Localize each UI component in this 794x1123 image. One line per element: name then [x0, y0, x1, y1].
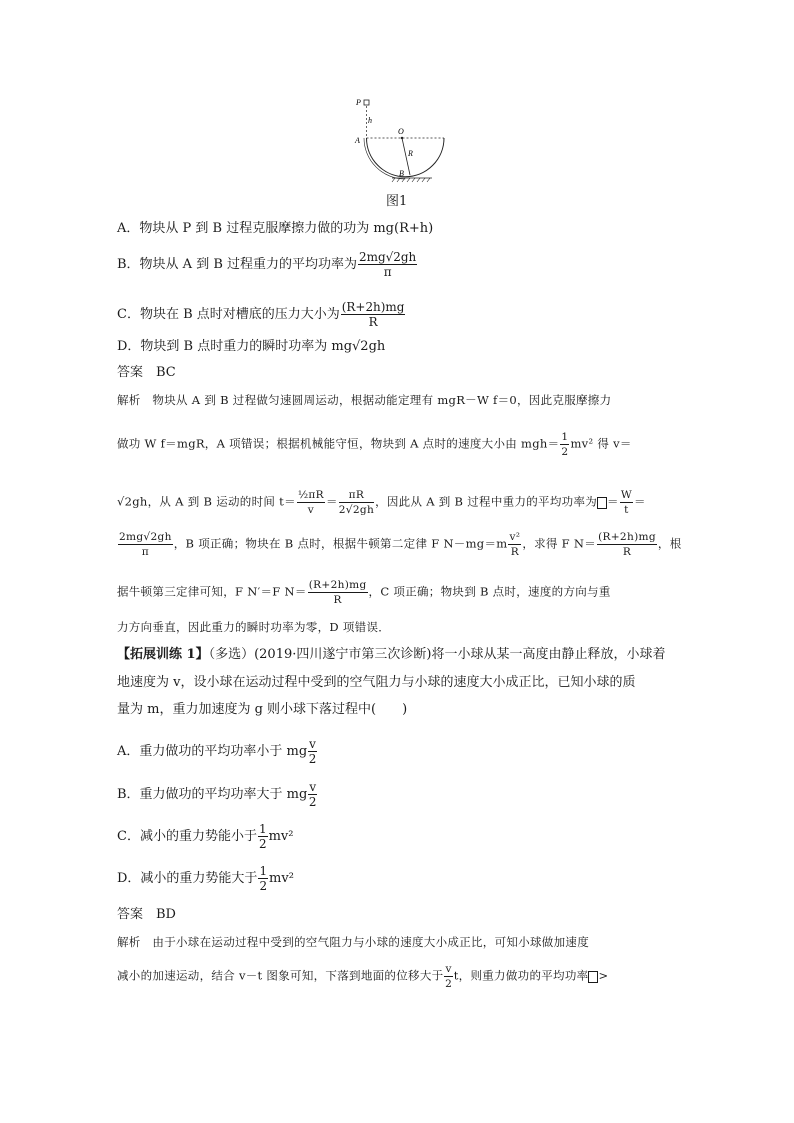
q2-option-a-text: A．重力做功的平均功率小于 mg [117, 744, 308, 759]
q2-option-c [117, 822, 293, 851]
label-h: h [368, 116, 372, 125]
q1-option-c [117, 300, 406, 329]
q1-solution-line-5 [117, 578, 611, 607]
sol5b: ，C 项正确；物块到 B 点时，速度的方向与重 [368, 584, 611, 599]
fraction-num: 2mg√2gh [359, 250, 417, 264]
q2-sol2a: 减小的加速运动，结合 v－t 图象可知，下落到地面的位移大于 [117, 968, 444, 983]
fraction-num: v [309, 780, 317, 794]
q2-option-d [117, 864, 294, 893]
q2-stem-1: （多选）(2019·四川遂宁市第三次诊断)将一小球从某一高度由静止释放，小球着 [208, 647, 666, 662]
label-o: O [398, 127, 404, 136]
power-fraction [620, 488, 633, 517]
fraction-num: v² [509, 531, 521, 543]
q2-stem-line-1 [117, 646, 665, 664]
fraction-num: (R+2h)mg [341, 300, 405, 314]
fraction-den: R [333, 594, 342, 606]
v-over-2 [444, 962, 452, 991]
fraction-num: 2mg√2gh [119, 531, 172, 543]
fraction-den: 2 [259, 879, 268, 893]
power-result-fraction [118, 530, 173, 559]
fraction-den: π [383, 265, 392, 279]
mv2: mv² [268, 829, 294, 844]
q1-option-c-fraction [341, 300, 406, 329]
q1-solution-line-6: 力方向垂直，因此重力的瞬时功率为零，D 项错误． [117, 620, 391, 634]
q2-option-b-text: B．重力做功的平均功率大于 mg [117, 787, 308, 802]
q2-sol2b: t，则重力做功的平均功率 [453, 968, 589, 983]
q1-solution-line-1: 解析 物块从 A 到 B 过程做匀速圆周运动，根据动能定理有 mgR－W f＝0，因此克服摩擦力 [117, 393, 612, 407]
figure-1 [352, 96, 450, 186]
p-symbol-box [588, 971, 598, 983]
label-p: P [356, 98, 361, 107]
sol3b: ，因此从 A 到 B 过程中重力的平均功率为 [375, 494, 598, 509]
fraction-den: 2√2gh [338, 504, 375, 516]
sol5a: 据牛顿第三定律可知，F N′＝F N＝ [117, 584, 307, 599]
fraction-den: R [510, 546, 520, 558]
p-symbol-box [597, 497, 607, 509]
figure-caption: 图1 [386, 194, 408, 209]
time-fraction [297, 488, 325, 517]
q1-option-a: A．物块从 P 到 B 过程克服摩擦力做的功为 mg(R+h) [117, 221, 434, 236]
sol2a: 做功 W f＝mgR，A 项错误；根据机械能守恒，物块到 A 点时的速度大小由 mgh＝ [117, 436, 560, 451]
fraction-den: t [624, 504, 629, 516]
q2-option-c-text: C．减小的重力势能小于 [117, 829, 257, 844]
half-fraction [560, 430, 569, 459]
v2-over-r [508, 530, 521, 559]
fraction-num: ½πR [297, 489, 324, 501]
fraction-den: 2 [308, 795, 317, 809]
q1-option-b-fraction [358, 250, 417, 279]
fraction-num: v [445, 963, 452, 975]
half-fraction [258, 864, 268, 893]
fraction-num: 1 [258, 822, 267, 836]
q1-solution-line-3: √2gh，从 A 到 B 运动的时间 t＝ $\frac{\text{½πR}}{v}$ ＝ $\frac{\pi R}{2√2gh}$ ，因此从 A 到 B 过程中重力的平均功率为 ＝ $\frac{W}{t}$ ＝ [117, 489, 646, 516]
q1-option-b [117, 250, 418, 279]
sol2b: mv² 得 v＝ [570, 436, 632, 451]
sol4a: ，B 项正确；物块在 B 点时，根据牛顿第二定律 F N－mg＝m [173, 536, 508, 551]
half-fraction [258, 822, 268, 851]
fraction-den: R [622, 546, 632, 558]
q1-option-d: D．物块到 B 点时重力的瞬时功率为 mg√2gh [117, 339, 386, 354]
time-fraction-2 [339, 488, 374, 517]
q2-solution-line-2 [117, 962, 608, 991]
q2-title: 【拓展训练 1】 [117, 647, 209, 662]
fraction-num: πR [339, 488, 374, 503]
q1-option-b-text: B．物块从 A 到 B 过程重力的平均功率为 [117, 257, 358, 272]
fraction-num: v [309, 737, 316, 751]
fraction-num: (R+2h)mg [598, 531, 656, 543]
sol4c: ，根 [657, 536, 682, 551]
normal-force-fraction [597, 530, 657, 559]
v-over-2 [308, 737, 317, 766]
q1-solution-line-2 [117, 430, 632, 459]
q2-sol2c: > [598, 968, 609, 983]
fraction-den: R [368, 315, 378, 329]
q1-option-c-text: C．物块在 B 点时对槽底的压力大小为 [117, 307, 340, 322]
normal-force-fraction-2 [308, 578, 368, 607]
q2-stem-line-2: 地速度为 v，设小球在运动过程中受到的空气阻力与小球的速度大小成正比，已知小球的质 [117, 675, 636, 690]
fraction-den: 2 [561, 446, 569, 458]
bowl-diagram [352, 96, 450, 186]
q2-option-b [117, 780, 318, 809]
fraction-num: 1 [259, 864, 268, 878]
fraction-den: 2 [445, 978, 453, 990]
q2-solution-line-1: 解析 由于小球在运动过程中受到的空气阻力与小球的速度大小成正比，可知小球做加速度 [117, 935, 589, 949]
q2-option-d-text: D．减小的重力势能大于 [117, 871, 258, 886]
v-over-2 [308, 780, 317, 809]
label-a: A [355, 136, 360, 145]
q2-answer: 答案 BD [117, 907, 176, 922]
fraction-den: 2 [308, 752, 317, 766]
label-r: R [408, 149, 413, 158]
label-b: B [399, 169, 404, 178]
q1-solution-line-4 [117, 530, 682, 559]
sol4b: ，求得 F N＝ [522, 536, 597, 551]
q2-option-a [117, 737, 318, 766]
fraction-num: (R+2h)mg [308, 579, 367, 591]
fraction-den: π [141, 546, 149, 558]
q2-stem-line-3: 量为 m，重力加速度为 g 则小球下落过程中( ) [117, 702, 408, 717]
mv2: mv² [269, 871, 294, 886]
fraction-num: W [620, 489, 633, 501]
sol3a: √2gh，从 A 到 B 运动的时间 t＝ [117, 494, 296, 509]
fraction-num: 1 [561, 431, 569, 443]
fraction-den: 2 [258, 837, 267, 851]
fraction-den: v [307, 504, 315, 516]
q1-answer: 答案 BC [117, 365, 176, 380]
